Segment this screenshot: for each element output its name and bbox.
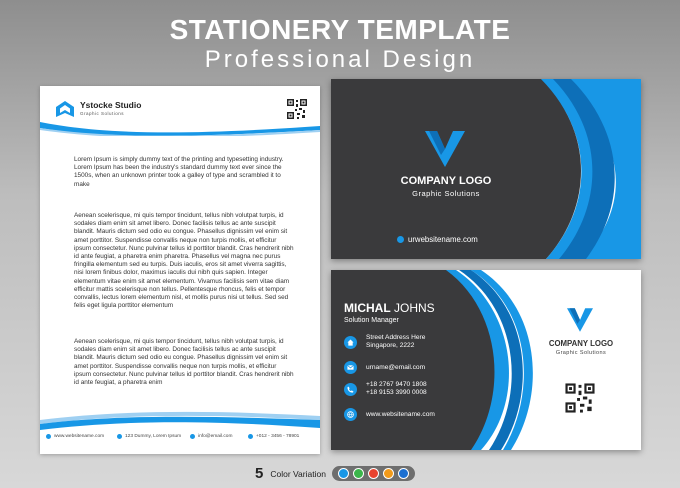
color-swatch-4 — [383, 468, 394, 479]
email-row: urname@email.com — [344, 361, 425, 374]
phone-row: +18 2767 9470 1808 +18 9153 3990 0008 — [344, 381, 427, 397]
card-front-background — [331, 79, 641, 259]
footer-website: www.websitename.com — [46, 434, 104, 439]
letterhead-paragraph-2: Aenean scelerisque, mi quis tempor tincidunt, tellus nibh volutpat turpis, id sodales diam enim sit amet libero. Donec facilisis tellus ac ante suscipit blandit. Mauris dictum sed odio eu congue. Phasellus dignissim vel enim sit amet porttitor. Suspendisse convallis neque non turpis mollis, et efficitur ipsum consectetur. Nunc pulvinar tellus id porttitor blandit. Cras hendrerit nibh id ante feugiat, a pharetra enim pharetra. Phasellus vel magna nec purus fringilla elementum sed eu turpis. Duis iaculis, eros sit amet viverra sagittis, nisi lorem finibus dolor, maximus iaculis dui nibh quis sapien. Integer elementum vitae enim sit amet elementum. Vivamus facilisis sem vitae diam efficitur mattis scelerisque non tellus. Pellentesque rhoncus, felis et tempor convallis, lectus lorem elementum nisl, et mollis purus nisi ut tellus. Sed sed felis eget ligula porttitor elementum — [74, 212, 294, 310]
website-row: www.websitename.com — [344, 408, 435, 421]
color-swatch-2 — [353, 468, 364, 479]
variation-label: Color Variation — [270, 468, 326, 479]
website-text: urwebsitename.com — [408, 235, 478, 244]
company-subtitle: Graphic Solutions — [555, 350, 607, 356]
footer-phone: +012 - 3456 - 78901 — [248, 434, 299, 439]
color-swatch-1 — [338, 468, 349, 479]
phone-icon — [248, 434, 253, 439]
studio-tagline: Graphic Solutions — [80, 111, 125, 116]
color-variation-footer — [255, 465, 415, 482]
phone-icon — [344, 383, 357, 396]
footer-address: 123 Dummy, Lorem Ipsum — [117, 434, 181, 439]
letterhead-paragraph-3: Aenean scelerisque, mi quis tempor tincidunt, tellus nibh volutpat turpis, id sodales diam enim sit amet libero. Donec facilisis tellus ac ante suscipit blandit. Mauris dictum sed odio eu congue. Phasellus dignissim vel enim sit amet porttitor. Suspendisse convallis neque non turpis mollis, et efficitur ipsum consectetur. Nunc pulvinar tellus id porttitor blandit. Cras hendrerit nibh id ante feugiat, a pharetra enim — [74, 338, 294, 387]
email-icon — [344, 361, 357, 374]
letterhead-top-wave — [40, 114, 320, 136]
company-name: COMPANY LOGO — [400, 175, 492, 187]
letterhead-footer — [40, 434, 320, 446]
location-pin-icon — [117, 434, 122, 439]
letterhead-paragraph-1: Lorem Ipsum is simply dummy text of the printing and typesetting industry. Lorem Ipsum has been the industry's standard dummy text ever since the 1500s, when an unknown printer took a galley of type and scrambled it to make — [74, 156, 284, 188]
globe-icon — [397, 236, 404, 243]
front-website — [397, 235, 478, 244]
company-name: COMPANY LOGO — [548, 339, 614, 348]
color-swatch-5 — [398, 468, 409, 479]
footer-email: info@email.com — [190, 434, 232, 439]
card-back-background — [331, 270, 641, 450]
letterhead — [40, 86, 320, 454]
color-swatch-3 — [368, 468, 379, 479]
address-row: Street Address Here Singapore, 2222 — [344, 334, 425, 350]
studio-logo-icon — [54, 99, 76, 121]
email-icon — [190, 434, 195, 439]
page-title: STATIONERY TEMPLATE — [169, 14, 511, 45]
business-card-back — [331, 270, 641, 450]
globe-icon — [46, 434, 51, 439]
company-logo-icon — [425, 131, 465, 167]
variation-count: 5 — [255, 465, 264, 482]
letterhead-bottom-wave — [40, 406, 320, 436]
globe-icon — [344, 408, 357, 421]
company-subtitle: Graphic Solutions — [412, 189, 480, 198]
company-logo-icon — [567, 308, 593, 332]
page-subtitle: Professional Design — [204, 46, 476, 73]
qr-code-icon — [564, 382, 596, 414]
person-name: MICHAL JOHNS — [344, 301, 435, 315]
qr-code-icon — [286, 98, 308, 120]
home-icon — [344, 336, 357, 349]
studio-name: Ystocke Studio — [80, 100, 142, 110]
business-card-front — [331, 79, 641, 259]
color-swatches — [332, 466, 415, 481]
person-role: Solution Manager — [344, 317, 399, 324]
